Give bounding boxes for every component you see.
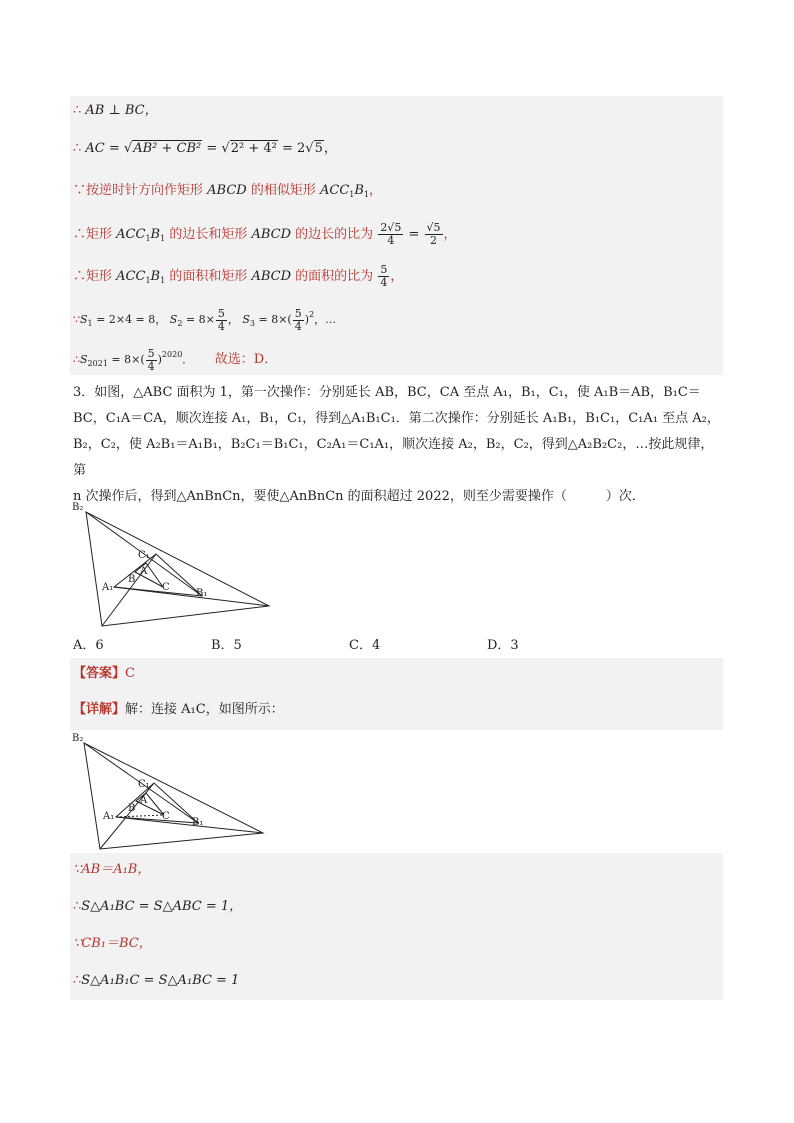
option-b[interactable]: B．5 [211,638,242,653]
denominator: 2 [430,234,437,247]
segment [114,587,269,606]
segment [116,817,263,833]
answer-line [73,665,135,683]
therefore-symbol: ∴ [73,227,87,242]
solution-bottom-3: ∵CB₁＝BC， [73,936,152,951]
b: B [150,269,161,284]
solution-bottom-4 [73,972,239,990]
label-b: B [128,803,136,814]
s: S [80,313,88,326]
denominator: 4 [147,359,155,373]
b: B [150,227,161,242]
tail: ，… [314,313,337,326]
separator: ， [227,313,239,326]
therefore-symbol: ∴ [73,269,87,284]
solution-line-5 [73,264,403,290]
text-b: 的边长和矩形 [165,227,252,242]
paren: ) [157,353,162,366]
value: = 2×4 = 8， [92,313,167,326]
label-a: A [140,566,148,577]
solution-line-1 [73,102,158,120]
solution-line-6 [73,306,336,333]
fraction [146,348,157,373]
text-a: 矩形 [86,269,117,284]
final-answer: 故选：D． [214,352,278,367]
option-a[interactable]: A．6 [73,638,104,653]
radicand-1: AB² + CB² [133,141,202,156]
solution-line-3 [73,182,382,204]
value: = 8× [182,313,215,326]
text-c: 的面积的比为 [291,269,374,284]
b: B [354,183,364,198]
triangle-a2b2c2 [84,743,263,849]
because-symbol: ∵ [73,183,87,198]
text-b: 的相似矩形 [246,183,320,198]
because-symbol: ∵ [73,313,80,326]
numerator: 5 [147,346,155,360]
question-line: B₂，C₂，使 A₂B₁＝A₁B₁，B₂C₁＝B₁C₁，C₂A₁＝C₁A₁，顺次连接 A₂，B₂，C₂，得到△A₂B₂C₂，…按此规律，第 [73,437,714,478]
abcd: ABCD [251,227,292,242]
text-a: 按逆时针方向作矩形 [86,183,208,198]
option-c[interactable]: C．4 [349,638,381,653]
label-a1: A₁ [102,582,114,593]
numerator: 5 [294,306,302,320]
period: ． [182,353,194,366]
fraction [216,308,227,333]
tail: ， [369,183,383,198]
answer-shade [70,658,723,730]
sub: 1 [145,276,151,285]
triangle-figure-2 [70,731,266,853]
tail: ， [323,141,337,156]
label-b1: B₁ [196,588,208,599]
label-b2: B₂ [72,733,84,744]
label-c: C [162,811,170,822]
option-d[interactable]: D．3 [487,638,519,653]
label-a: A [140,795,148,806]
numerator: √5 [426,221,441,234]
label-c: C [162,582,170,593]
tail: ， [443,227,457,242]
solution-line-4 [73,222,457,248]
label-a1: A₁ [103,811,115,822]
lhs: AC = [85,141,124,156]
solution-bottom-1: ∵AB＝A₁B， [73,862,151,877]
line-text: AB ⊥ BC， [85,103,158,118]
sub: 3 [249,319,255,328]
equals: = [404,227,424,242]
sub: 1 [145,234,151,243]
solution-bottom-2 [73,898,242,916]
acc: ACC [116,269,146,284]
sub: 1 [160,234,166,243]
numerator: 2√5 [380,221,402,234]
detail-line [73,701,284,719]
abcd: ABCD [207,183,247,198]
denominator: 4 [380,276,388,289]
sup: 2020 [161,350,183,359]
value: = 8×( [255,313,292,326]
sqrt-sign: √ [305,141,314,156]
dashed-a1c [116,815,164,817]
solution-line-7 [73,346,277,373]
sqrt-sign: √ [221,141,230,156]
label-b2: B₂ [72,502,84,513]
question-text [73,380,723,510]
therefore-symbol: ∴ [73,973,82,988]
s: S [169,313,178,326]
therefore-symbol: ∴ [73,353,80,366]
fraction [378,222,403,247]
sqrt-sign: √ [123,141,133,156]
radicand-3: 5 [314,141,323,156]
sub: 2021 [87,359,108,368]
question-line: n 次操作后，得到△AnBnCn，要使△AnBnCn 的面积超过 2022，则至少需要操作（ ）次． [73,489,645,504]
equals-value: = 2 [277,141,306,156]
question-line: 3．如图，△ABC 面积为 1，第一次操作：分别延长 AB，BC，CA 至点 A₁，B₁，C₁，使 A₁B＝AB，B₁C＝ [73,385,701,400]
therefore-symbol: ∴ [73,141,82,156]
text-a: 矩形 [86,227,117,242]
label-b1: B₁ [192,817,204,828]
text-c: 的边长的比为 [291,227,374,242]
sub: 1 [87,319,93,328]
s: S [80,353,88,366]
therefore-symbol: ∴ [73,899,82,914]
acc: ACC [116,227,146,242]
detail-label: 【详解】 [73,702,126,717]
sub: 1 [363,190,370,199]
solution-line-2 [73,140,337,158]
numerator: 5 [217,306,225,320]
label-c1: C₁ [138,779,150,790]
tail: ， [390,269,404,284]
detail-text: 解：连接 A₁C，如图所示： [125,702,284,717]
equation-text: S△A₁BC = S△ABC = 1， [81,899,243,914]
sub: 1 [160,276,166,285]
equals: = [202,141,222,156]
denominator: 4 [387,234,395,247]
fraction [293,308,304,333]
label-c1: C₁ [138,550,150,561]
triangle-a2b2c2 [86,512,269,626]
answer-value: C [125,666,135,681]
abcd: ABCD [251,269,292,284]
fraction [425,222,443,247]
question-line: BC，C₁A＝CA，顺次连接 A₁，B₁，C₁，得到△A₁B₁C₁．第二次操作：分别延长 A₁B₁，B₁C₁，C₁A₁ 至点 A₂， [73,411,720,426]
therefore-symbol: ∴ [73,103,82,118]
denominator: 4 [217,319,225,333]
numerator: 5 [380,263,388,276]
sub: 2 [177,319,183,328]
acc: ACC [319,183,350,198]
fraction [378,264,389,289]
value: = 8×( [107,353,145,366]
equation-text: S△A₁B₁C = S△A₁BC = 1 [81,973,240,988]
answer-label: 【答案】 [73,666,126,681]
sup: 2 [309,310,315,319]
text-b: 的面积和矩形 [165,269,252,284]
sub: 1 [349,190,355,199]
denominator: 4 [294,319,302,333]
triangle-figure-1 [70,500,275,630]
label-b: B [128,574,136,585]
s: S [242,313,250,326]
radicand-2: 2² + 4² [230,141,277,156]
paren: ) [304,313,310,326]
